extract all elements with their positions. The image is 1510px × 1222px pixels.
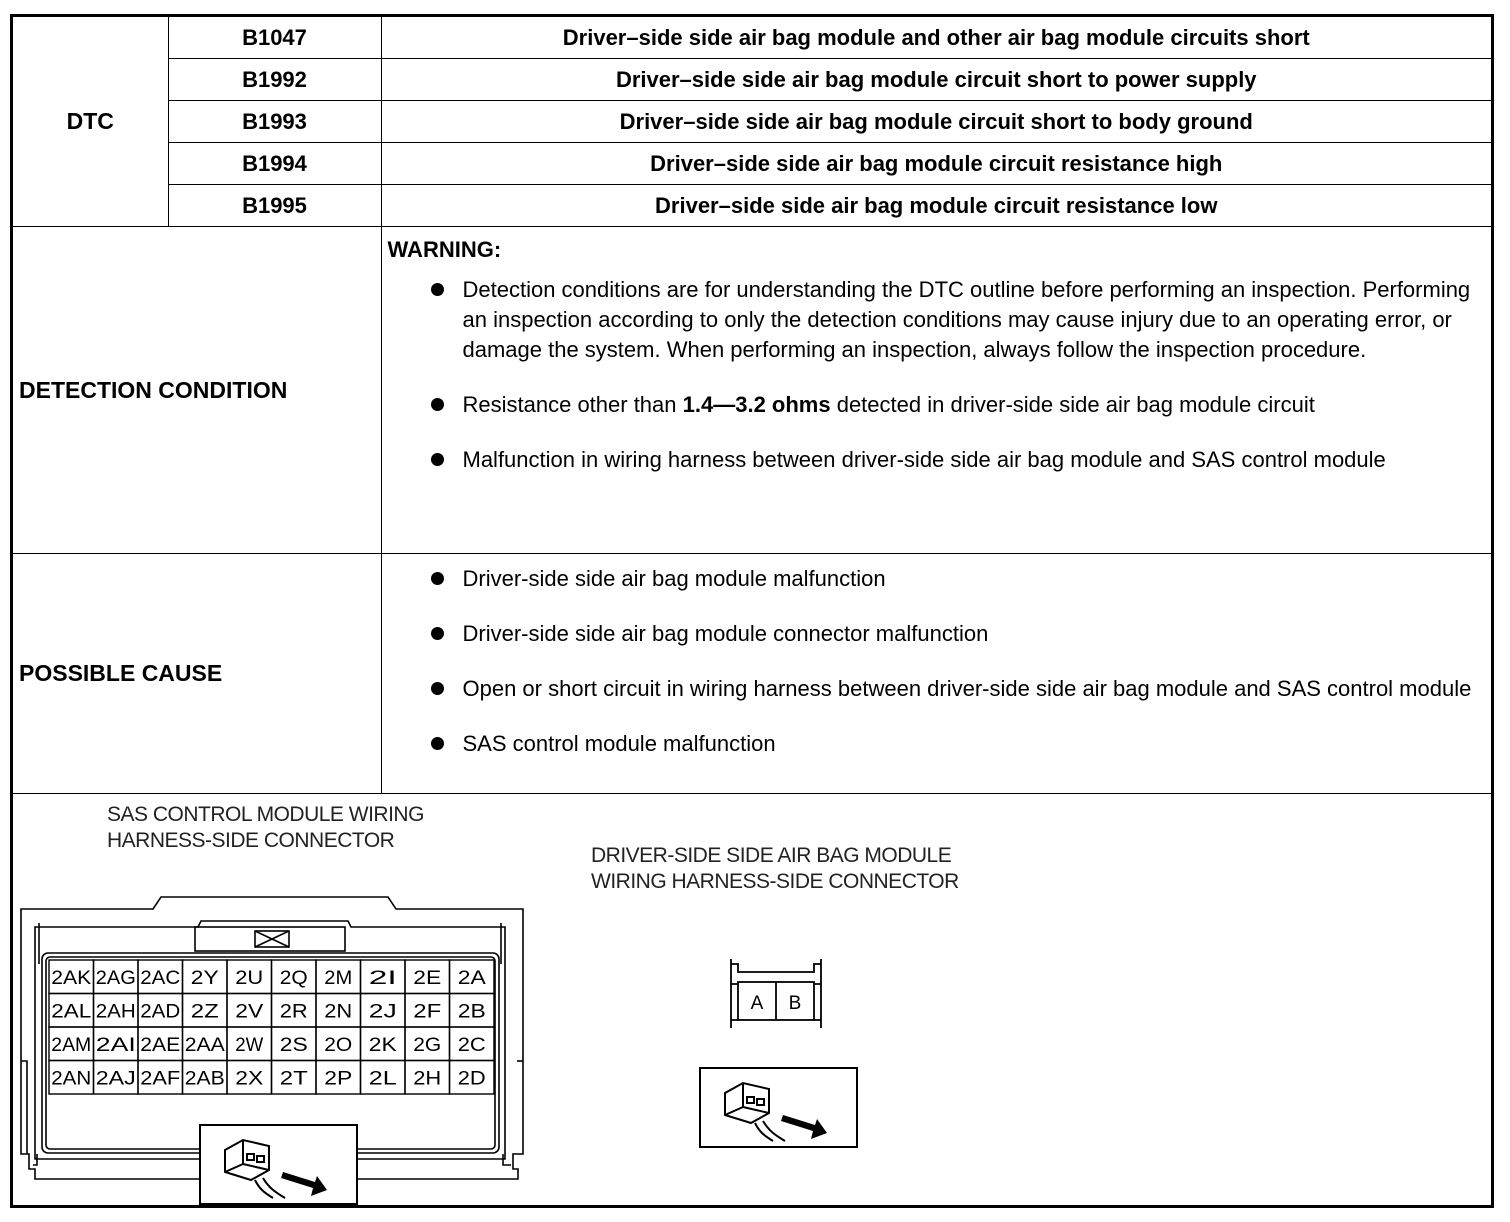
dtc-description: Driver–side side air bag module circuit short to power supply <box>381 59 1491 101</box>
dtc-row <box>13 185 1491 227</box>
pin-label: 2N <box>324 1001 353 1023</box>
bullet-icon <box>431 453 444 466</box>
pin-label: 2AH <box>95 1001 136 1023</box>
dtc-description: Driver–side side air bag module circuit resistance high <box>381 143 1491 185</box>
pin-label: 2Z <box>190 1001 220 1023</box>
pin-label: 2AJ <box>95 1068 136 1090</box>
cause-row <box>13 554 1491 794</box>
pin-label: 2J <box>368 1001 397 1023</box>
pin-label: 2Y <box>190 967 220 989</box>
dtc-row <box>13 143 1491 185</box>
detection-list <box>388 275 1482 475</box>
pin-label: 2AA <box>184 1034 226 1056</box>
dtc-code: B1047 <box>168 17 381 59</box>
pin-label: 2Q <box>279 967 308 989</box>
pin-label: 2X <box>235 1068 264 1090</box>
pin-label: 2AK <box>51 967 92 989</box>
pin-label: 2AI <box>95 1034 136 1056</box>
pin-label: 2AE <box>140 1034 181 1056</box>
pin-label: 2E <box>413 967 442 989</box>
pin-label: 2K <box>368 1034 398 1056</box>
pin-label: 2AF <box>140 1068 181 1090</box>
list-item-text: Malfunction in wiring harness between driver-side side air bag module and SAS control module <box>462 447 1386 472</box>
pin-label: B <box>788 993 802 1014</box>
list-item-text: Detection conditions are for understanding the DTC outline before performing an inspection. Performing an inspection according to only the detection conditions may cause injury due to an operating error, or damage the system. When performing an inspection, always follow the inspection procedure. <box>462 277 1471 362</box>
pin-label: 2AM <box>51 1034 92 1056</box>
possible-cause-content <box>381 554 1491 794</box>
connector-inspection-icon <box>199 1124 359 1206</box>
caption-line: HARNESS-SIDE CONNECTOR <box>107 829 395 852</box>
cause-list <box>388 564 1482 759</box>
pin-label: 2F <box>413 1001 442 1023</box>
list-item-text: SAS control module malfunction <box>462 731 776 756</box>
list-item-text: detected in driver-side side air bag module circuit <box>830 392 1315 417</box>
list-item <box>388 390 1482 420</box>
bullet-icon <box>431 398 444 411</box>
driver-connector-caption <box>591 843 959 895</box>
list-item-text: Driver-side side air bag module connector malfunction <box>462 621 989 646</box>
pin-label: 2AC <box>140 967 181 989</box>
pin-label: 2AD <box>140 1001 181 1023</box>
pin-label: 2I <box>368 967 397 989</box>
pin-label: 2D <box>457 1068 486 1090</box>
pin-label: 2O <box>324 1034 353 1056</box>
pin-label: 2M <box>324 967 353 989</box>
list-item <box>388 674 1482 704</box>
detection-condition-label: DETECTION CONDITION <box>13 227 381 554</box>
pin-label: 2P <box>324 1068 353 1090</box>
caption-line: DRIVER-SIDE SIDE AIR BAG MODULE <box>591 844 952 867</box>
pin-label: A <box>750 993 764 1014</box>
pin-label: 2T <box>279 1068 309 1090</box>
pin-label: 2AN <box>51 1068 92 1090</box>
pin-label: 2L <box>368 1068 397 1090</box>
detection-condition-content <box>381 227 1491 554</box>
pin-label: 2W <box>235 1034 264 1056</box>
dtc-description: Driver–side side air bag module circuit short to body ground <box>381 101 1491 143</box>
bullet-icon <box>431 737 444 750</box>
pin-label: 2H <box>413 1068 442 1090</box>
bullet-icon <box>431 627 444 640</box>
pin-label: 2U <box>235 967 264 989</box>
connector-inspection-icon <box>699 1067 859 1149</box>
dtc-row <box>13 101 1491 143</box>
dtc-description: Driver–side side air bag module and other air bag module circuits short <box>381 17 1491 59</box>
list-item <box>388 619 1482 649</box>
pin-label: 2R <box>279 1001 308 1023</box>
dtc-code: B1994 <box>168 143 381 185</box>
warning-heading: WARNING: <box>387 237 502 262</box>
pin-label: 2G <box>413 1034 442 1056</box>
dtc-label: DTC <box>13 17 168 227</box>
pin-label: 2S <box>279 1034 308 1056</box>
connector-diagram <box>13 794 1491 1205</box>
bullet-icon <box>431 682 444 695</box>
pin-label: 2V <box>235 1001 264 1023</box>
dtc-code: B1993 <box>168 101 381 143</box>
pin-label: 2C <box>457 1034 486 1056</box>
possible-cause-label: POSSIBLE CAUSE <box>13 554 381 794</box>
dtc-document <box>10 14 1494 1208</box>
dtc-row <box>13 17 1491 59</box>
driver-airbag-connector <box>726 954 826 1034</box>
sas-pin-grid <box>49 960 494 1094</box>
list-item-text: Driver-side side air bag module malfunction <box>462 566 886 591</box>
detection-row <box>13 227 1491 554</box>
bullet-icon <box>431 572 444 585</box>
dtc-code: B1992 <box>168 59 381 101</box>
caption-line: WIRING HARNESS-SIDE CONNECTOR <box>591 870 959 893</box>
resistance-value: 1.4—3.2 ohms <box>682 392 831 417</box>
list-item-text: Resistance other than <box>462 392 683 417</box>
sas-connector-caption <box>107 802 424 854</box>
pin-label: 2AB <box>184 1068 225 1090</box>
pin-label: 2A <box>457 967 487 989</box>
list-item <box>388 445 1482 475</box>
pin-label: 2B <box>457 1001 486 1023</box>
caption-line: SAS CONTROL MODULE WIRING <box>107 803 424 826</box>
pin-label: 2AL <box>51 1001 92 1023</box>
list-item <box>388 275 1482 365</box>
dtc-row <box>13 59 1491 101</box>
list-item <box>388 564 1482 594</box>
dtc-code: B1995 <box>168 185 381 227</box>
pin-label: 2AG <box>95 967 136 989</box>
list-item <box>388 729 1482 759</box>
dtc-table <box>13 17 1491 794</box>
list-item-text: Open or short circuit in wiring harness between driver-side side air bag module and SAS control module <box>462 676 1472 701</box>
bullet-icon <box>431 283 444 296</box>
dtc-description: Driver–side side air bag module circuit resistance low <box>381 185 1491 227</box>
